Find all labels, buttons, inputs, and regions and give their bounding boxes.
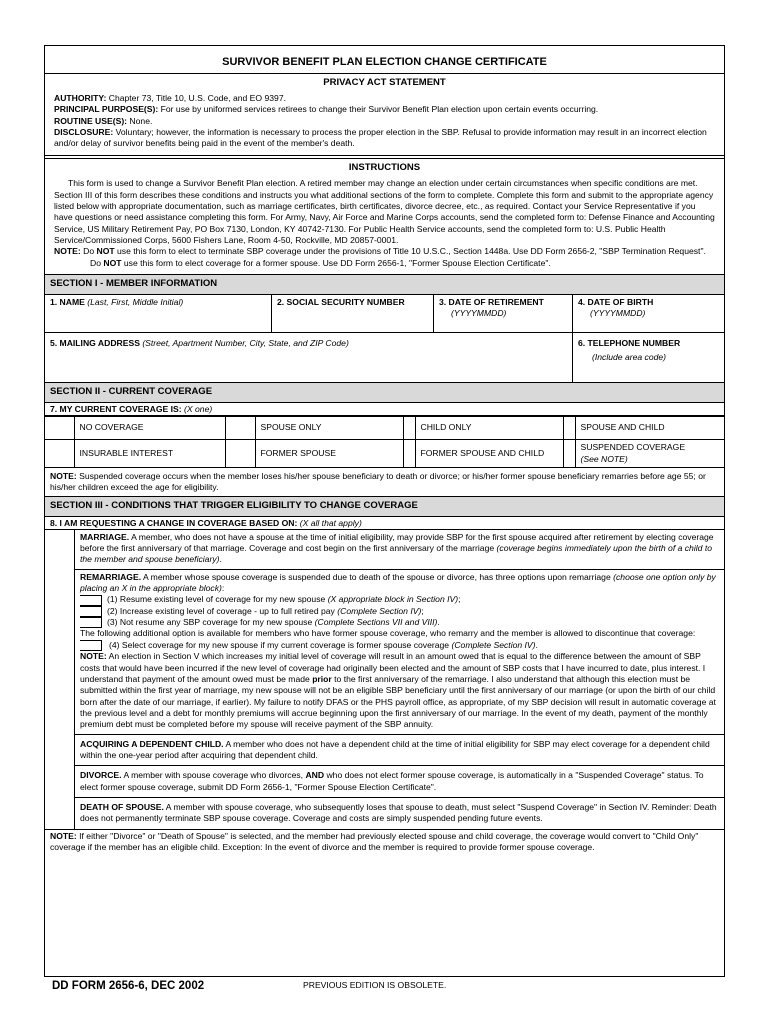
remarriage-note: NOTE: An election in Section V which increases my initial level of coverage will result in an amount owed that is equal to the difference between the amount of SBP costs that would have been incurred if the new level of coverage had originally been elected and the amount of SBP costs that I have incurred to date, plus interest. I understand that payment of the amount owed must be made prior to the first anniversary of the remarriage. I also understand that although this election must be submitted within the first year of marriage, my new spouse will not be an eligible SBP beneficiary until the first anniversary of our marriage (or upon the birth of our child born after the date of our marriage, if earlier). My failure to notify DFAS or the PHS payroll office, as appropriate, of my SBP decision will result in automatic coverage at the previous level and a debt for monthly premiums will accrue beginning upon the first anniversary of our marriage. In the event of my death, payment of the monthly premium debt must be completed before my spouse will receive payment of the SBP annuity. <box>80 651 716 730</box>
option-child-only: CHILD ONLY <box>415 417 563 440</box>
telephone-field[interactable]: 6. TELEPHONE NUMBER (Include area code) <box>578 338 681 363</box>
option-no-coverage: NO COVERAGE <box>74 417 225 440</box>
option-suspended-coverage: SUSPENDED COVERAGE (See NOTE) <box>575 440 724 468</box>
name-field[interactable]: 1. NAME (Last, First, Middle Initial) <box>45 295 272 332</box>
form-title: SURVIVOR BENEFIT PLAN ELECTION CHANGE CERTIFICATE <box>222 56 547 68</box>
condition-checkbox-column[interactable] <box>45 530 75 829</box>
sbp-election-form <box>44 45 725 977</box>
option-4-checkbox[interactable] <box>80 640 102 651</box>
checkbox-former-spouse-and-child[interactable] <box>403 440 415 468</box>
birth-date-field[interactable]: 4. DATE OF BIRTH (YYYYMMDD) <box>578 297 654 319</box>
instructions-text <box>45 176 724 274</box>
checkbox-insurable-interest[interactable] <box>44 440 74 468</box>
suspended-coverage-note: NOTE: Suspended coverage occurs when the member loses his/her spouse beneficiary to death or divorce; or his/her former spouse beneficiary remarries before age 55; or his/her children exceed the age for eligibility. <box>50 471 706 493</box>
condition-divorce: DIVORCE. A member with spouse coverage who divorces, AND who does not elect former spouse coverage, is automatically in a "Suspended Coverage" status. To elect former spouse coverage, submit DD Form 2656-1, "Former Spouse Election Certificate". <box>75 766 724 798</box>
option-insurable-interest: INSURABLE INTEREST <box>74 440 225 468</box>
purpose-line: PRINCIPAL PURPOSE(S): For use by uniformed services retirees to change their Survivor Benefit Plan election upon certain events occurring. <box>54 104 599 115</box>
obsolete-notice: PREVIOUS EDITION IS OBSOLETE. <box>303 980 447 990</box>
coverage-options-table <box>44 416 724 468</box>
mailing-address-field[interactable]: 5. MAILING ADDRESS (Street, Apartment Number, City, State, and ZIP Code) <box>45 333 573 382</box>
option-former-spouse: FORMER SPOUSE <box>255 440 403 468</box>
checkbox-spouse-only[interactable] <box>225 417 255 440</box>
remarriage-option-2[interactable]: (2) Increase existing level of coverage - up to full retired pay (Complete Section IV); <box>80 606 719 617</box>
change-conditions <box>45 530 724 829</box>
ssn-field[interactable]: 2. SOCIAL SECURITY NUMBER <box>272 295 434 332</box>
privacy-act-heading: PRIVACY ACT STATEMENT <box>45 73 724 92</box>
instructions-note-2: Do NOT use this form to elect coverage for a former spouse. Use DD Form 2656-1, "Former Spouse Election Certificate". <box>90 257 551 268</box>
instructions-note-1: NOTE: Do NOT use this form to elect to terminate SBP coverage under the provisions of Title 10 U.S.C., Section 1448a. Use DD Form 2656-2, "SBP Termination Request". <box>54 246 706 257</box>
routine-use-line: ROUTINE USE(S): None. <box>54 115 153 126</box>
form-id: DD FORM 2656-6, DEC 2002 <box>52 980 205 992</box>
remarriage-option-3[interactable]: (3) Not resume any SBP coverage for my new spouse (Complete Sections VII and VIII). <box>80 617 719 628</box>
checkbox-no-coverage[interactable] <box>44 417 74 440</box>
remarriage-option-1[interactable]: (1) Resume existing level of coverage for my new spouse (X appropriate block in Section IV); <box>80 594 719 605</box>
option-former-spouse-and-child: FORMER SPOUSE AND CHILD <box>415 440 563 468</box>
condition-death-of-spouse: DEATH OF SPOUSE. A member with spouse coverage, who subsequently loses that spouse to death, must select "Suspend Coverage" in Section IV. Reminder: Death does not permanently terminate SBP spouse coverage. Coverage and costs are simply suspended pending future events. <box>80 801 717 824</box>
section-3-heading: SECTION III - CONDITIONS THAT TRIGGER ELIGIBILITY TO CHANGE COVERAGE <box>45 496 724 517</box>
retirement-date-field[interactable]: 3. DATE OF RETIREMENT (YYYYMMDD) <box>434 295 573 332</box>
checkbox-child-only[interactable] <box>403 417 415 440</box>
member-info-row-2 <box>45 333 724 382</box>
checkbox-spouse-and-child[interactable] <box>563 417 575 440</box>
remarriage-option-4[interactable]: (4) Select coverage for my new spouse if my current coverage is former spouse coverage (Complete Section IV). <box>80 640 719 651</box>
condition-dependent-child: ACQUIRING A DEPENDENT CHILD. A member who does not have a dependent child at the time of initial eligibility for SBP may elect coverage for a dependent child within the one-year period after acquiring that dependent child. <box>75 735 724 767</box>
instructions-paragraph: This form is used to change a Survivor Benefit Plan election. A retired member may change an election under certain circumstances when specific conditions are met. Section III of this form describes these conditions and instructs you what additional sections of the form to complete. Complete this form and submit to the appropriate agency listed below with appropriate documentation, such as marriage certificates, birth certificates, divorce decree, etc., as required. Contact your Service Representative if you have questions or need assistance completing this form. For Army, Navy, Air Force and Marine Corps accounts, send the completed form to: Defense Finance and Accounting Service, US Military Retirement Pay, PO Box 7130, London, KY 40742-7130. For Public Health Service accounts, send the completed form to: U.S. Public Health Service/Commissioned Corps, 5600 Fishers Lane, Room 4-50, Rockville, MD 20857-0001. <box>54 178 715 246</box>
member-info-row-1 <box>45 295 724 333</box>
checkbox-former-spouse[interactable] <box>225 440 255 468</box>
instructions-heading: INSTRUCTIONS <box>45 158 724 177</box>
section-2-heading: SECTION II - CURRENT COVERAGE <box>45 382 724 403</box>
question-8: 8. I AM REQUESTING A CHANGE IN COVERAGE BASED ON: (X all that apply) <box>45 517 724 530</box>
section-1-heading: SECTION I - MEMBER INFORMATION <box>45 274 724 295</box>
condition-marriage: MARRIAGE. A member, who does not have a spouse at the time of initial eligibility, may provide SBP for the first spouse acquired after retirement by electing coverage before the first anniversary of that marriage. Coverage and cost begin on the first anniversary of the marriage (coverage begins immediately upon the birth of a child to the member and spouse beneficiary). <box>75 530 724 570</box>
privacy-act-statement <box>45 91 724 155</box>
question-7: 7. MY CURRENT COVERAGE IS: (X one) <box>45 403 724 416</box>
disclosure-line: DISCLOSURE: Voluntary; however, the information is necessary to process the proper election in the SBP. Refusal to provide information may result in an incorrect election and/or delay of survivor benefits being paid in the event of the member's death. <box>54 127 707 149</box>
additional-option-text: The following additional option is available for members who have former spouse coverage, who remarry and the member is allowed to discontinue that coverage: <box>80 628 696 639</box>
section-3-final-note: NOTE: If either "Divorce" or "Death of Spouse" is selected, and the member had previously elected spouse and child coverage, the coverage would convert to "Child Only" coverage if the member has an eligible child. Exception: In the event of divorce and the member is required to provide former spouse coverage. <box>45 829 724 855</box>
option-2-checkbox[interactable] <box>80 606 102 617</box>
condition-remarriage: REMARRIAGE. A member whose spouse coverage is suspended due to death of the spouse or divorce, has three options upon remarriage (choose one option only by placing an X in the appropriate block): (1) Resume existing level of coverage for my new spouse (X appropriate block in Section IV); (2) Increase existing level of coverage - up to full retired pay (Complete Section IV); (3) Not resume any SBP coverage for my new spouse (Complete Sections VII and VIII). The following additional option is available for members who have former spouse coverage, who remarry and the member is allowed to discontinue that coverage: (4) Select coverage for my new spouse if my current coverage is former spouse coverage (Complete Section IV). NOTE: An election in Section V which increases my initial level of coverage will result in an amount owed that is equal to the difference between the amount of SBP costs that would have been incurred if the new level of coverage had originally been elected and the amount of SBP costs that I have incurred to date, plus interest. I understand that payment of the amount owed must be made prior to the first anniversary of the remarriage. I also understand that although this election must be submitted within the first year of marriage, my new spouse will not be an eligible SBP beneficiary until the first anniversary of our marriage (or upon the birth of our child born after the date of our marriage, if earlier). My failure to notify DFAS or the PHS payroll office, as appropriate, of my SBP decision will result in automatic coverage at the previous level and a debt for monthly premiums will accrue beginning upon the first anniversary of our marriage. In the event of my death, payment of the monthly premium debt must be completed before my spouse will receive payment of the SBP annuity. <box>75 570 724 735</box>
authority-line: AUTHORITY: Chapter 73, Title 10, U.S. Code, and EO 9397. <box>54 93 286 104</box>
option-1-checkbox[interactable] <box>80 595 102 606</box>
option-spouse-and-child: SPOUSE AND CHILD <box>575 417 724 440</box>
checkbox-suspended-coverage[interactable] <box>563 440 575 468</box>
option-3-checkbox[interactable] <box>80 617 102 628</box>
option-spouse-only: SPOUSE ONLY <box>255 417 403 440</box>
